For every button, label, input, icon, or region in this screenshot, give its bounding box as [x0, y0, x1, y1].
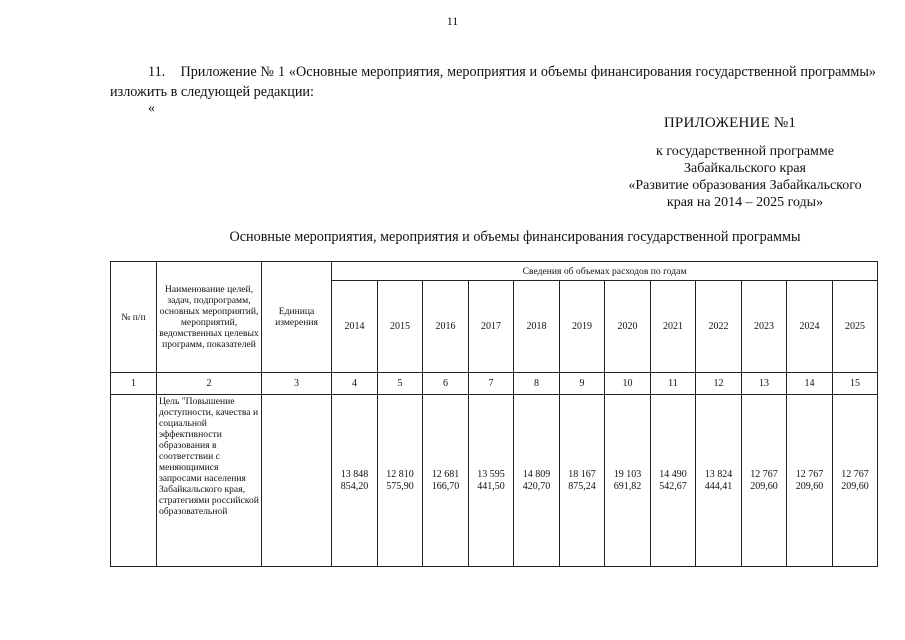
value-cell-2025: 12 767 209,60: [833, 395, 878, 567]
table-row: [111, 395, 878, 567]
header-year: 2015: [378, 281, 423, 373]
header-year: 2024: [787, 281, 833, 373]
value-cell-2020: 19 103 691,82: [605, 395, 651, 567]
amendment-paragraph: [110, 62, 876, 102]
appendix-subtitle-line: к государственной программе: [656, 144, 834, 159]
header-expenses: Сведения об объемах расходов по годам: [332, 262, 878, 281]
table-title: Основные мероприятия, мероприятия и объемы финансирования государственной программы: [229, 229, 801, 245]
page-number: 11: [446, 14, 459, 28]
header-year: 2023: [742, 281, 787, 373]
header-year: 2019: [560, 281, 605, 373]
column-number: 11: [651, 373, 696, 395]
column-number: 1: [111, 373, 157, 395]
value-cell-2024: 12 767 209,60: [787, 395, 833, 567]
header-year: 2025: [833, 281, 878, 373]
column-number: 15: [833, 373, 878, 395]
value-cell-2016: 12 681 166,70: [423, 395, 469, 567]
paragraph-text: Приложение № 1 «Основные мероприятия, мероприятия и объемы финансирования государственной программы» изложить в следующей редакции:: [110, 64, 877, 100]
value-cell-2014: 13 848 854,20: [332, 395, 378, 567]
column-number: 2: [157, 373, 262, 395]
financing-table: [110, 261, 878, 567]
paragraph-number: 11.: [148, 64, 166, 80]
value-cell-2018: 14 809 420,70: [514, 395, 560, 567]
column-number: 12: [696, 373, 742, 395]
goal-name: Цель "Повышение доступности, качества и социальной эффективности образования в соответствии с меняющимися запросами населения Забайкальского края, стратегиями российской образовательной: [157, 395, 262, 567]
header-year: 2020: [605, 281, 651, 373]
column-number: 10: [605, 373, 651, 395]
header-year: 2022: [696, 281, 742, 373]
header-name: Наименование целей, задач, подпрограмм, основных мероприятий, мероприятий, ведомственных целевых программ, показателей: [157, 262, 262, 373]
appendix-subtitle-line: «Развитие образования Забайкальского: [628, 178, 862, 193]
column-number: 7: [469, 373, 514, 395]
header-row-number: № п/п: [111, 262, 157, 373]
column-number: 13: [742, 373, 787, 395]
column-number: 5: [378, 373, 423, 395]
header-year: 2021: [651, 281, 696, 373]
header-unit: Единица измерения: [262, 262, 332, 373]
header-year: 2018: [514, 281, 560, 373]
appendix-subtitle-line: Забайкальского края: [683, 161, 806, 176]
column-number: 3: [262, 373, 332, 395]
value-cell-2023: 12 767 209,60: [742, 395, 787, 567]
value-cell-2019: 18 167 875,24: [560, 395, 605, 567]
column-number: 4: [332, 373, 378, 395]
opening-quote: «: [148, 101, 155, 116]
goal-unit: [262, 395, 332, 567]
appendix-subtitle-line: края на 2014 – 2025 годы»: [666, 195, 824, 210]
value-cell-2015: 12 810 575,90: [378, 395, 423, 567]
value-cell-2021: 14 490 542,67: [651, 395, 696, 567]
goal-row-number: [111, 395, 157, 567]
appendix-subtitle: [600, 143, 890, 211]
header-year: 2014: [332, 281, 378, 373]
appendix-title: ПРИЛОЖЕНИЕ №1: [663, 115, 797, 131]
column-number: 8: [514, 373, 560, 395]
column-number: 9: [560, 373, 605, 395]
column-number: 6: [423, 373, 469, 395]
value-cell-2017: 13 595 441,50: [469, 395, 514, 567]
header-year: 2017: [469, 281, 514, 373]
header-year: 2016: [423, 281, 469, 373]
value-cell-2022: 13 824 444,41: [696, 395, 742, 567]
column-number: 14: [787, 373, 833, 395]
